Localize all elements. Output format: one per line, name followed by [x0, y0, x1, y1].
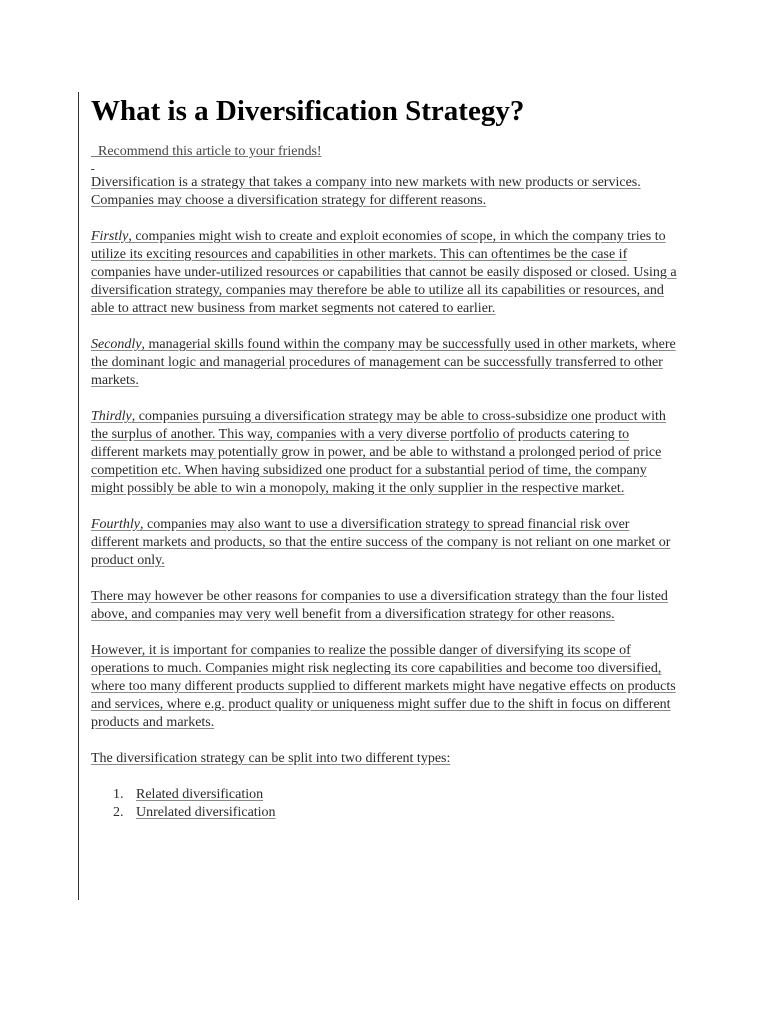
paragraph-other-reasons — [91, 588, 679, 624]
paragraph-text: There may however be other reasons for companies to use a diversification strategy than the four listed above, and companies may very well benefit from a diversification strategy for other reasons. — [91, 589, 668, 622]
paragraph-text: , managerial skills found within the company may be successfully used in other markets, where the dominant logic and managerial procedures of management can be successfully transferred to other markets. — [91, 337, 676, 388]
link-spacer — [91, 160, 679, 170]
paragraph-text: , companies might wish to create and exploit economies of scope, in which the company tries to utilize its exciting resources and capabilities in other markets. This can oftentimes be the case if companies have under-utilized resources or capabilities that cannot be easily disposed or closed. Using a diversification strategy, companies may therefore be able to utilize all its capabilities or resources, and able to attract new business from market segments not catered to earlier. — [91, 229, 677, 316]
paragraph-lead: Firstly — [91, 229, 129, 244]
paragraph-text: Diversification is a strategy that takes a company into new markets with new products or services. Companies may choose a diversification strategy for different reasons. — [91, 175, 641, 208]
paragraph-text: The diversification strategy can be split into two different types: — [91, 751, 451, 766]
list-item-number: 2. — [113, 805, 124, 820]
article-title: What is a Diversification Strategy? — [91, 95, 525, 127]
paragraph-text: , companies may also want to use a diversification strategy to spread financial risk over different markets and products, so that the entire success of the company is not reliant on one market or product only. — [91, 517, 671, 568]
paragraph-lead: Fourthly — [91, 517, 140, 532]
paragraph-text: , companies pursuing a diversification strategy may be able to cross-subsidize one product with the surplus of another. This way, companies with a very diverse portfolio of products catering to different markets may potentially grow in power, and be able to withstand a prolonged period of price competition etc. When having subsidized one product for a substantial period of time, the company might possibly be able to win a monopoly, making it the only supplier in the respective market. — [91, 409, 666, 496]
list-item — [91, 804, 679, 822]
paragraph-secondly — [91, 336, 679, 390]
recommend-article-link[interactable]: Recommend this article to your friends! — [91, 144, 322, 159]
paragraph-danger — [91, 642, 679, 732]
article-body — [91, 92, 679, 822]
list-item-number: 1. — [113, 787, 124, 802]
paragraph-lead: Secondly — [91, 337, 142, 352]
paragraph-firstly — [91, 228, 679, 318]
list-item — [91, 786, 679, 804]
paragraph-fourthly — [91, 516, 679, 570]
list-item-label: Unrelated diversification — [136, 805, 276, 820]
paragraph-lead: Thirdly — [91, 409, 132, 424]
diversification-types-list — [91, 786, 679, 822]
paragraph-types-intro — [91, 750, 679, 768]
left-margin-rule — [78, 92, 79, 900]
paragraph-intro — [91, 174, 679, 210]
paragraph-text: However, it is important for companies to realize the possible danger of diversifying its scope of operations to much. Companies might risk neglecting its core capabilities and become too diversified, where too many different products supplied to different markets might have negative effects on products and services, where e.g. product quality or uniqueness might suffer due to the shift in focus on different products and markets. — [91, 643, 676, 730]
paragraph-thirdly — [91, 408, 679, 498]
list-item-label: Related diversification — [136, 787, 264, 802]
